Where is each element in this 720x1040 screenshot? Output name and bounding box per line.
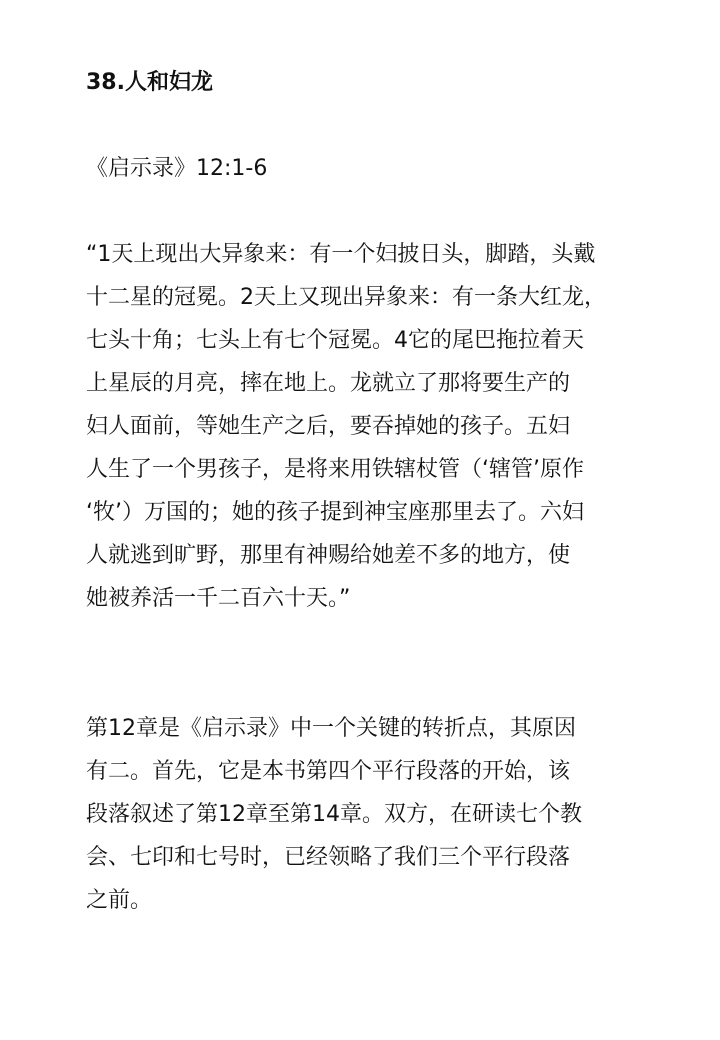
paragraph-line: 会、七印和七号时，已经领略了我们三个平行段落 (86, 845, 571, 870)
paragraph-line: 第12章是《启示录》中一个关键的转折点，其原因 (86, 716, 576, 741)
quote-line: 她被养活一千二百六十天。” (86, 586, 351, 611)
quote-line: 人生了一个男孩子，是将来用铁辖杖管（‘辖管’原作 (86, 457, 584, 482)
scripture-reference: 《启示录》12:1-6 (86, 156, 268, 181)
paragraph-line: 段落叙述了第12章至第14章。双方，在研读七个教 (86, 802, 582, 827)
page-title: 38.人和妇龙 (86, 70, 213, 95)
quote-line: ‘牧’）万国的；她的孩子提到神宝座那里去了。六妇 (86, 500, 584, 525)
quote-line: 七头十角；七头上有七个冠冕。4它的尾巴拖拉着天 (86, 328, 584, 353)
quote-line: 十二星的冠冕。2天上又现出异象来：有一条大红龙， (86, 285, 606, 310)
quote-line: 人就逃到旷野，那里有神赐给她差不多的地方，使 (86, 543, 571, 568)
quote-line: “1天上现出大异象来：有一个妇披日头，脚踏，头戴 (86, 242, 596, 267)
quote-line: 妇人面前，等她生产之后，要吞掉她的孩子。五妇 (86, 414, 571, 439)
paragraph-line: 有二。首先，它是本书第四个平行段落的开始，该 (86, 759, 571, 784)
quote-line: 上星辰的月亮，摔在地上。龙就立了那将要生产的 (86, 371, 571, 396)
paragraph-line: 之前。 (86, 888, 153, 913)
